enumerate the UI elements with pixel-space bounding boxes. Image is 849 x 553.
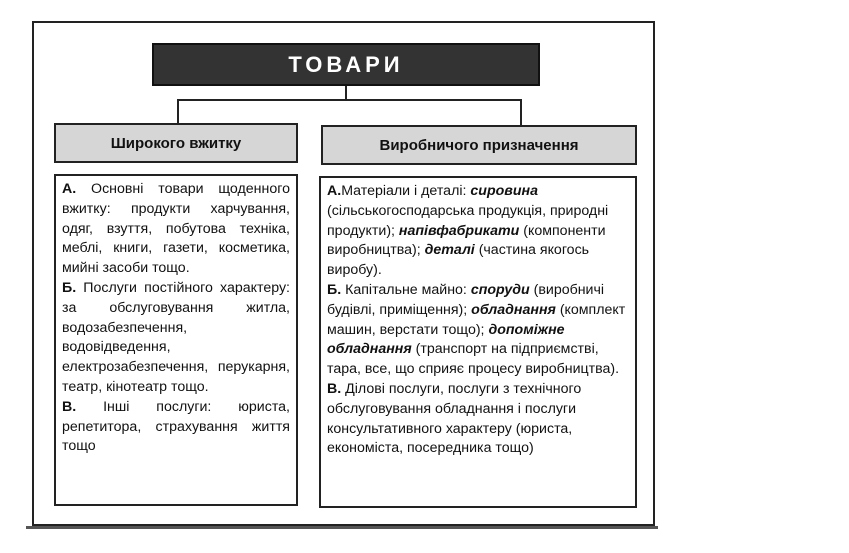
consumer-section-b — [62, 279, 290, 398]
section-marker: Б. — [62, 279, 77, 296]
connector-horizontal — [177, 99, 521, 101]
industrial-goods-content — [319, 176, 637, 508]
section-text: Послуги постійного характеру: за обслуговування житла, водозабезпечення, водовідведення, електрозабезпечення, перукарня, театр, кінотеатр тощо. — [62, 279, 290, 395]
section-text: (сільськогосподарська продукція, природні продукти); — [327, 202, 609, 239]
frame-shadow — [26, 526, 658, 529]
industrial-section-c — [327, 380, 629, 459]
header-consumer-goods — [54, 123, 298, 163]
header-industrial-goods — [321, 125, 637, 165]
key-term: напівфабрикати — [398, 222, 520, 239]
section-text: (транспорт на підприємстві, тара, все, що сприяє процесу виробництва). — [327, 341, 620, 378]
connector-vertical-main — [345, 86, 347, 100]
section-marker: Б. — [327, 281, 342, 298]
industrial-section-b — [327, 281, 629, 380]
section-marker: А. — [62, 181, 77, 197]
section-text: (компоненти виробництва); — [327, 222, 606, 259]
section-text: (частина якогось виробу). — [327, 242, 590, 279]
section-marker: В. — [62, 398, 77, 415]
connector-right-drop — [520, 99, 522, 125]
consumer-section-a — [62, 180, 290, 279]
header-consumer-goods-label: Широкого вжитку — [110, 134, 242, 152]
title-box — [152, 43, 540, 86]
section-text: Матеріали і деталі: — [341, 183, 471, 199]
connector-left-drop — [177, 99, 179, 123]
key-term: обладнання — [471, 301, 556, 318]
key-term: допоміжне обладнання — [327, 321, 565, 358]
section-marker: А. — [327, 183, 342, 199]
section-text: Інші послуги: юриста, репетитора, страхування життя тощо — [62, 398, 290, 455]
key-term: деталі — [424, 242, 475, 259]
section-text: (комплект машин, верстати тощо); — [327, 301, 626, 338]
header-industrial-goods-label: Виробничого призначення — [379, 136, 579, 154]
consumer-section-c — [62, 398, 290, 457]
section-text: Основні товари щоденного вжитку: продукти харчування, одяг, взуття, побутова техніка, меблі, книги, газети, косметика, мийні засоби тощо. — [62, 181, 290, 277]
section-text: (виробничі будівлі, приміщення); — [327, 281, 605, 318]
title-text: ТОВАРИ — [288, 51, 404, 77]
consumer-goods-content — [54, 174, 298, 506]
key-term: сировина — [470, 183, 538, 199]
section-text: Капітальне майно: — [341, 281, 471, 298]
section-text: Ділові послуги, послуги з технічного обслуговування обладнання і послуги консультативного характеру (юриста, економіста, посередника тощо) — [327, 380, 582, 457]
key-term: споруди — [470, 281, 530, 298]
section-marker: В. — [327, 380, 342, 397]
industrial-section-a — [327, 182, 629, 281]
